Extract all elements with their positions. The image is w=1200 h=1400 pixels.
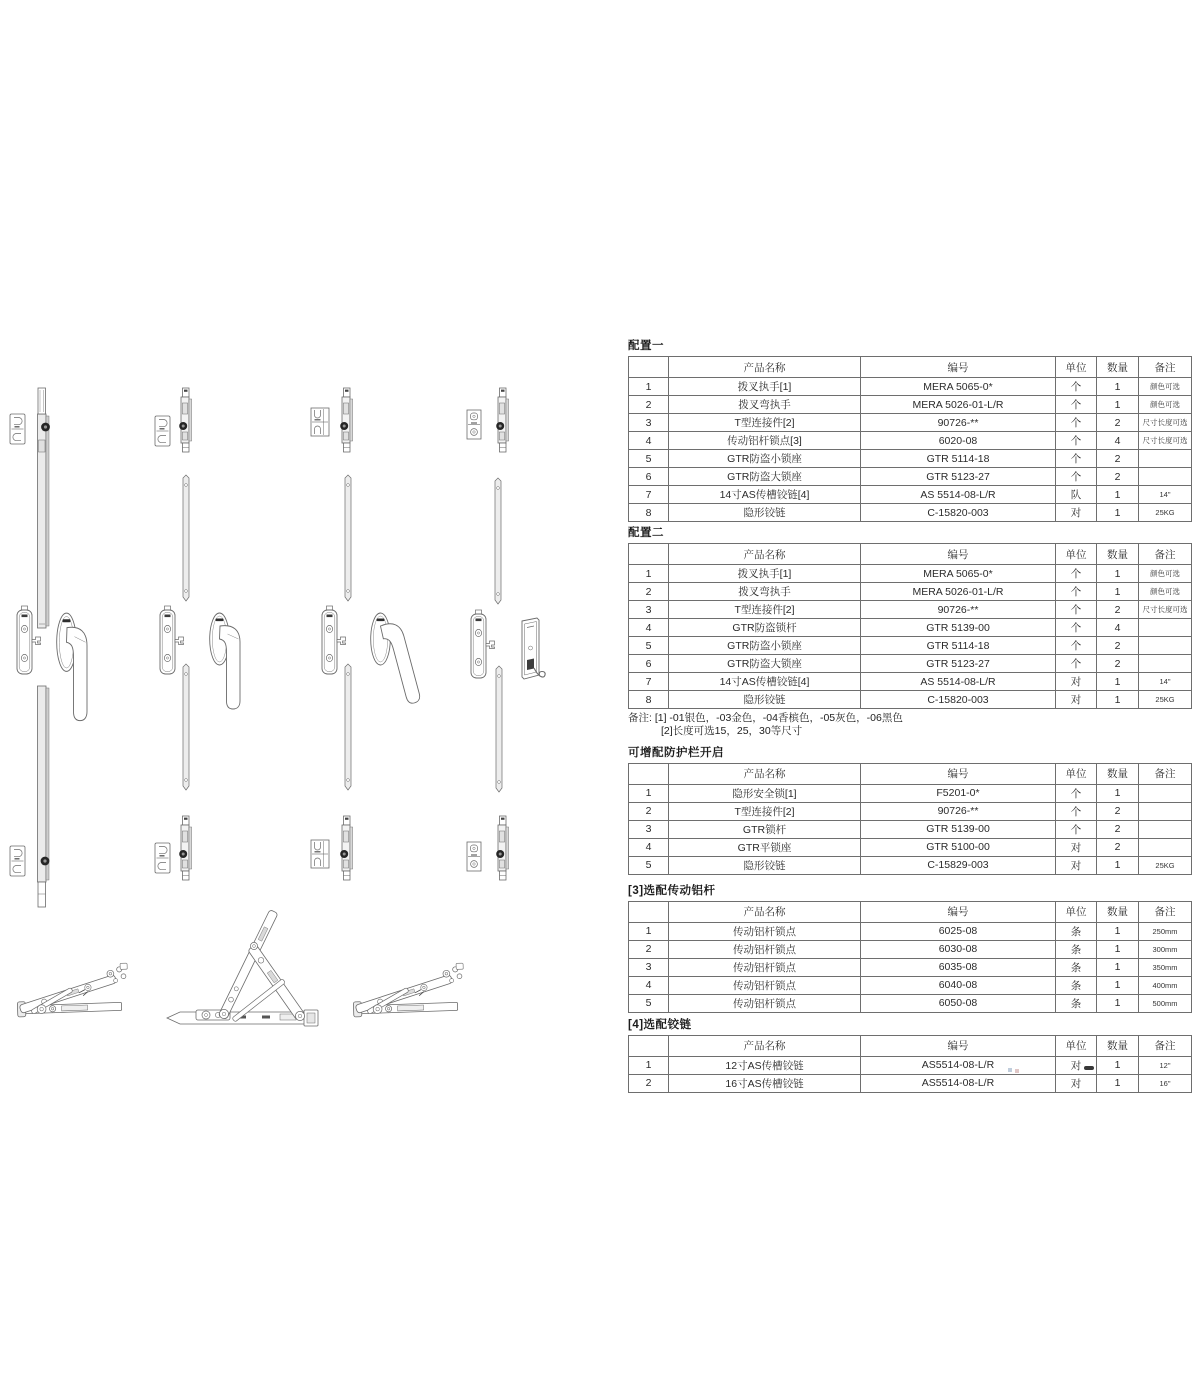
- drive-rod-icon: [495, 478, 501, 604]
- table-cell: 拨叉执手[1]: [669, 565, 861, 583]
- column-header: 备注: [1139, 357, 1192, 378]
- table-cell: 3: [629, 820, 669, 838]
- table-cell: 传动铝杆锁点: [669, 976, 861, 994]
- table-cell: 6: [629, 468, 669, 486]
- table-cell: 12": [1139, 1056, 1192, 1074]
- friction-hinge-closed-icon: [16, 963, 129, 1017]
- table-row: [629, 784, 1192, 802]
- table-cell: 8: [629, 504, 669, 522]
- table-cell: 1: [1097, 565, 1139, 583]
- espagnolette-segment-icon: [340, 388, 352, 452]
- table-cell: 2: [1097, 414, 1139, 432]
- table-cell: [1139, 619, 1192, 637]
- table-cell: 300mm: [1139, 940, 1192, 958]
- table-cell: 16": [1139, 1074, 1192, 1092]
- table-cell: [1139, 468, 1192, 486]
- espagnolette-segment-icon: [496, 816, 508, 880]
- table-row: [629, 414, 1192, 432]
- table-cell: 1: [1097, 994, 1139, 1012]
- column-header: 备注: [1139, 544, 1192, 565]
- column-header: 编号: [861, 763, 1056, 784]
- column-header: 数量: [1097, 763, 1139, 784]
- column-header: 编号: [861, 357, 1056, 378]
- window-handle-icon: [57, 613, 87, 721]
- table-cell: 1: [1097, 784, 1139, 802]
- table-cell: 25KG: [1139, 691, 1192, 709]
- table-row: [629, 1074, 1192, 1092]
- print-artifact-dash: [1084, 1066, 1094, 1070]
- table-row: [629, 468, 1192, 486]
- table-row: [629, 486, 1192, 504]
- note-line: [2]长度可选15，25，30等尺寸: [661, 724, 803, 737]
- table-cell: 对: [1056, 1074, 1097, 1092]
- table-cell: GTR 5100-00: [861, 838, 1056, 856]
- espagnolette-segment-icon: [179, 816, 191, 880]
- table-cell: AS5514-08-L/R: [861, 1056, 1056, 1074]
- window-handle-open-icon: [371, 613, 422, 706]
- table-cell: 6050-08: [861, 994, 1056, 1012]
- spec-section: [628, 339, 1191, 522]
- table-cell: 尺寸长度可选: [1139, 601, 1192, 619]
- table-cell: 个: [1056, 601, 1097, 619]
- table-cell: 对: [1056, 673, 1097, 691]
- column-header: 备注: [1139, 901, 1192, 922]
- keeper-box-clip-icon: [311, 408, 329, 436]
- table-cell: 传动铝杆锁点: [669, 922, 861, 940]
- column-header: 单位: [1056, 357, 1097, 378]
- table-row: [629, 673, 1192, 691]
- table-cell: MERA 5065-0*: [861, 378, 1056, 396]
- table-cell: [1139, 802, 1192, 820]
- spec-table: [628, 901, 1192, 1013]
- notes: [628, 712, 1191, 738]
- table-cell: 4: [629, 838, 669, 856]
- spec-tables-panel: [628, 339, 1191, 1093]
- table-cell: 2: [1097, 802, 1139, 820]
- table-row: [629, 1056, 1192, 1074]
- thick-drive-rod-lower-icon: [38, 686, 50, 907]
- table-cell: AS 5514-08-L/R: [861, 486, 1056, 504]
- table-cell: 传动铝杆锁点: [669, 940, 861, 958]
- column-header: 编号: [861, 1035, 1056, 1056]
- table-cell: MERA 5026-01-L/R: [861, 583, 1056, 601]
- keeper-roller-clip-icon: [467, 410, 481, 439]
- lock-case-icon: [322, 606, 346, 674]
- table-cell: 个: [1056, 583, 1097, 601]
- column-header: 产品名称: [669, 901, 861, 922]
- header-row: [629, 901, 1192, 922]
- table-row: [629, 838, 1192, 856]
- table-cell: 5: [629, 994, 669, 1012]
- notes-label: 备注:: [628, 712, 655, 724]
- table-cell: F5201-0*: [861, 784, 1056, 802]
- table-cell: 个: [1056, 619, 1097, 637]
- flush-safety-lock-icon: [522, 618, 545, 679]
- table-cell: 1: [1097, 486, 1139, 504]
- strike-clip-icon: [155, 843, 170, 873]
- table-cell: 6040-08: [861, 976, 1056, 994]
- table-row: [629, 619, 1192, 637]
- table-cell: 2: [1097, 601, 1139, 619]
- column-header: 单位: [1056, 544, 1097, 565]
- table-cell: 5: [629, 637, 669, 655]
- table-cell: 拨叉弯执手: [669, 396, 861, 414]
- table-cell: 3: [629, 601, 669, 619]
- table-cell: 1: [1097, 583, 1139, 601]
- spec-section: [628, 526, 1191, 738]
- keeper-box-clip-icon: [311, 840, 329, 868]
- table-cell: 条: [1056, 922, 1097, 940]
- column-header: [629, 1035, 669, 1056]
- table-row: [629, 994, 1192, 1012]
- table-cell: 12寸AS传槽铰链: [669, 1056, 861, 1074]
- table-cell: 传动铝杆锁点: [669, 994, 861, 1012]
- header-row: [629, 1035, 1192, 1056]
- table-row: [629, 655, 1192, 673]
- table-cell: 14": [1139, 673, 1192, 691]
- table-cell: 拨叉弯执手: [669, 583, 861, 601]
- table-row: [629, 958, 1192, 976]
- table-cell: 条: [1056, 976, 1097, 994]
- table-cell: 个: [1056, 565, 1097, 583]
- table-row: [629, 432, 1192, 450]
- table-cell: 1: [629, 922, 669, 940]
- lock-case-icon: [17, 606, 41, 674]
- column-header: [629, 901, 669, 922]
- table-cell: 个: [1056, 450, 1097, 468]
- table-cell: 25KG: [1139, 504, 1192, 522]
- table-cell: 1: [1097, 922, 1139, 940]
- column-header: 数量: [1097, 544, 1139, 565]
- table-cell: 1: [1097, 504, 1139, 522]
- drive-rod-icon: [183, 475, 189, 601]
- column-header: 单位: [1056, 901, 1097, 922]
- section-title: 配置一: [628, 340, 664, 352]
- table-cell: GTR防盗大锁座: [669, 655, 861, 673]
- table-cell: 14": [1139, 486, 1192, 504]
- table-cell: 2: [629, 1074, 669, 1092]
- table-cell: 个: [1056, 784, 1097, 802]
- table-cell: 对: [1056, 1056, 1097, 1074]
- column-header: 单位: [1056, 763, 1097, 784]
- table-cell: [1139, 820, 1192, 838]
- table-cell: AS 5514-08-L/R: [861, 673, 1056, 691]
- table-cell: T型连接件[2]: [669, 414, 861, 432]
- table-cell: 对: [1056, 856, 1097, 874]
- table-cell: GTR锁杆: [669, 820, 861, 838]
- table-cell: GTR防盗小锁座: [669, 637, 861, 655]
- table-row: [629, 396, 1192, 414]
- table-cell: 6035-08: [861, 958, 1056, 976]
- table-cell: 400mm: [1139, 976, 1192, 994]
- table-cell: 3: [629, 958, 669, 976]
- table-row: [629, 583, 1192, 601]
- table-cell: 尺寸长度可选: [1139, 414, 1192, 432]
- column-header: 备注: [1139, 763, 1192, 784]
- table-cell: 个: [1056, 655, 1097, 673]
- table-cell: GTR 5123-27: [861, 468, 1056, 486]
- table-cell: 拨叉执手[1]: [669, 378, 861, 396]
- table-cell: 4: [629, 976, 669, 994]
- header-row: [629, 763, 1192, 784]
- column-header: 产品名称: [669, 544, 861, 565]
- table-cell: 个: [1056, 396, 1097, 414]
- table-cell: 2: [1097, 838, 1139, 856]
- kit-column-4: [467, 388, 545, 880]
- table-cell: T型连接件[2]: [669, 601, 861, 619]
- friction-hinge-open-icon: [167, 910, 318, 1026]
- drive-rod-icon: [183, 664, 189, 790]
- table-cell: 1: [1097, 856, 1139, 874]
- note-line: 备注: [1] -01银色，-03金色，-04香槟色，-05灰色，-06黑色: [628, 712, 903, 724]
- table-cell: [1139, 655, 1192, 673]
- table-cell: GTR 5114-18: [861, 450, 1056, 468]
- strike-clip-icon: [10, 846, 25, 876]
- table-cell: GTR平锁座: [669, 838, 861, 856]
- table-cell: [1139, 637, 1192, 655]
- print-artifact-dots: [1008, 1068, 1012, 1072]
- table-cell: 1: [1097, 1056, 1139, 1074]
- table-cell: 6030-08: [861, 940, 1056, 958]
- table-cell: 2: [1097, 655, 1139, 673]
- table-cell: 隐形安全锁[1]: [669, 784, 861, 802]
- table-cell: 条: [1056, 940, 1097, 958]
- table-cell: 颜色可选: [1139, 396, 1192, 414]
- table-cell: 个: [1056, 468, 1097, 486]
- table-cell: 1: [629, 565, 669, 583]
- strike-clip-icon: [155, 416, 170, 446]
- table-cell: 90726-**: [861, 802, 1056, 820]
- drive-rod-icon: [345, 475, 351, 601]
- table-row: [629, 691, 1192, 709]
- table-cell: 1: [629, 1056, 669, 1074]
- table-cell: 7: [629, 486, 669, 504]
- lock-case-icon: [160, 606, 184, 674]
- window-handle-icon: [210, 613, 240, 709]
- table-cell: 4: [1097, 619, 1139, 637]
- table-cell: 尺寸长度可选: [1139, 432, 1192, 450]
- table-row: [629, 802, 1192, 820]
- table-row: [629, 976, 1192, 994]
- espagnolette-segment-icon: [496, 388, 508, 452]
- table-cell: 3: [629, 414, 669, 432]
- table-cell: MERA 5065-0*: [861, 565, 1056, 583]
- table-cell: 隐形铰链: [669, 504, 861, 522]
- kit-column-1: [10, 388, 87, 907]
- table-cell: 对: [1056, 504, 1097, 522]
- table-cell: 14寸AS传槽铰链[4]: [669, 486, 861, 504]
- table-row: [629, 601, 1192, 619]
- table-cell: 500mm: [1139, 994, 1192, 1012]
- spec-table: [628, 356, 1192, 522]
- table-cell: GTR防盗大锁座: [669, 468, 861, 486]
- table-cell: [1139, 450, 1192, 468]
- table-row: [629, 504, 1192, 522]
- column-header: [629, 544, 669, 565]
- column-header: 编号: [861, 901, 1056, 922]
- table-cell: 6025-08: [861, 922, 1056, 940]
- section-title: 配置二: [628, 527, 664, 539]
- table-cell: 颜色可选: [1139, 583, 1192, 601]
- table-cell: 2: [1097, 450, 1139, 468]
- table-cell: GTR 5123-27: [861, 655, 1056, 673]
- table-cell: 1: [629, 784, 669, 802]
- table-cell: 1: [1097, 396, 1139, 414]
- table-cell: 6: [629, 655, 669, 673]
- table-cell: 2: [1097, 820, 1139, 838]
- table-cell: 2: [629, 396, 669, 414]
- table-cell: AS5514-08-L/R: [861, 1074, 1056, 1092]
- table-cell: 条: [1056, 958, 1097, 976]
- table-cell: 6020-08: [861, 432, 1056, 450]
- table-cell: 个: [1056, 432, 1097, 450]
- column-header: 数量: [1097, 1035, 1139, 1056]
- table-cell: 1: [1097, 1074, 1139, 1092]
- thick-drive-rod-upper-icon: [38, 388, 50, 628]
- table-cell: 1: [1097, 691, 1139, 709]
- table-cell: 队: [1056, 486, 1097, 504]
- column-header: 数量: [1097, 357, 1139, 378]
- table-cell: 4: [629, 619, 669, 637]
- table-cell: 2: [629, 940, 669, 958]
- spec-table: [628, 763, 1192, 875]
- spec-table: [628, 1035, 1192, 1093]
- column-header: 编号: [861, 544, 1056, 565]
- column-header: 产品名称: [669, 1035, 861, 1056]
- table-cell: 350mm: [1139, 958, 1192, 976]
- section-title: [3]选配传动铝杆: [628, 884, 716, 897]
- table-cell: C-15820-003: [861, 504, 1056, 522]
- table-cell: MERA 5026-01-L/R: [861, 396, 1056, 414]
- table-cell: 14寸AS传槽铰链[4]: [669, 673, 861, 691]
- table-cell: 个: [1056, 414, 1097, 432]
- espagnolette-segment-icon: [340, 816, 352, 880]
- table-cell: GTR防盗小锁座: [669, 450, 861, 468]
- table-cell: 1: [1097, 673, 1139, 691]
- table-cell: 传动铝杆锁点: [669, 958, 861, 976]
- table-row: [629, 856, 1192, 874]
- table-row: [629, 378, 1192, 396]
- table-row: [629, 637, 1192, 655]
- table-cell: 2: [1097, 637, 1139, 655]
- spec-table: [628, 543, 1192, 709]
- table-cell: 90726-**: [861, 601, 1056, 619]
- section-title: [4]选配铰链: [628, 1018, 692, 1031]
- table-cell: 90726-**: [861, 414, 1056, 432]
- table-cell: C-15829-003: [861, 856, 1056, 874]
- table-row: [629, 565, 1192, 583]
- table-cell: 25KG: [1139, 856, 1192, 874]
- table-cell: GTR 5139-00: [861, 820, 1056, 838]
- table-cell: [1139, 784, 1192, 802]
- kit-column-2: [155, 388, 240, 880]
- table-cell: T型连接件[2]: [669, 802, 861, 820]
- header-row: [629, 357, 1192, 378]
- table-cell: 个: [1056, 802, 1097, 820]
- kit-column-3: [311, 388, 421, 880]
- table-row: [629, 922, 1192, 940]
- table-cell: 7: [629, 673, 669, 691]
- table-cell: 个: [1056, 378, 1097, 396]
- column-header: 数量: [1097, 901, 1139, 922]
- drive-rod-icon: [496, 666, 502, 792]
- table-cell: 1: [1097, 378, 1139, 396]
- column-header: 产品名称: [669, 763, 861, 784]
- table-cell: 1: [629, 378, 669, 396]
- table-cell: C-15820-003: [861, 691, 1056, 709]
- table-cell: 2: [629, 583, 669, 601]
- table-cell: GTR防盗锁杆: [669, 619, 861, 637]
- column-header: 单位: [1056, 1035, 1097, 1056]
- section-title: 可增配防护栏开启: [628, 746, 724, 759]
- espagnolette-segment-icon: [179, 388, 191, 452]
- table-cell: 个: [1056, 820, 1097, 838]
- spec-section: [628, 746, 1191, 875]
- table-cell: 5: [629, 856, 669, 874]
- spec-section: [628, 884, 1191, 1013]
- table-cell: 传动铝杆锁点[3]: [669, 432, 861, 450]
- lock-case-icon: [471, 610, 495, 678]
- table-cell: 隐形铰链: [669, 856, 861, 874]
- friction-hinge-closed-icon: [352, 963, 465, 1017]
- table-row: [629, 940, 1192, 958]
- table-cell: [1139, 838, 1192, 856]
- table-cell: 颜色可选: [1139, 565, 1192, 583]
- table-cell: GTR 5114-18: [861, 637, 1056, 655]
- table-cell: 4: [1097, 432, 1139, 450]
- header-row: [629, 544, 1192, 565]
- table-row: [629, 820, 1192, 838]
- table-cell: 5: [629, 450, 669, 468]
- column-header: [629, 357, 669, 378]
- table-cell: 16寸AS传槽铰链: [669, 1074, 861, 1092]
- table-cell: 对: [1056, 691, 1097, 709]
- table-cell: 个: [1056, 637, 1097, 655]
- table-cell: 隐形铰链: [669, 691, 861, 709]
- table-cell: 250mm: [1139, 922, 1192, 940]
- column-header: [629, 763, 669, 784]
- table-cell: 2: [629, 802, 669, 820]
- table-cell: 对: [1056, 838, 1097, 856]
- table-cell: 8: [629, 691, 669, 709]
- hardware-diagram: [0, 0, 620, 1100]
- table-row: [629, 450, 1192, 468]
- column-header: 产品名称: [669, 357, 861, 378]
- table-cell: 1: [1097, 976, 1139, 994]
- keeper-roller-clip-icon: [467, 842, 481, 871]
- column-header: 备注: [1139, 1035, 1192, 1056]
- table-cell: GTR 5139-00: [861, 619, 1056, 637]
- strike-clip-icon: [10, 414, 25, 444]
- table-cell: 2: [1097, 468, 1139, 486]
- table-cell: 条: [1056, 994, 1097, 1012]
- table-cell: 1: [1097, 958, 1139, 976]
- table-cell: 颜色可选: [1139, 378, 1192, 396]
- table-cell: 1: [1097, 940, 1139, 958]
- spec-section: [628, 1018, 1191, 1093]
- table-cell: 4: [629, 432, 669, 450]
- drive-rod-icon: [345, 664, 351, 790]
